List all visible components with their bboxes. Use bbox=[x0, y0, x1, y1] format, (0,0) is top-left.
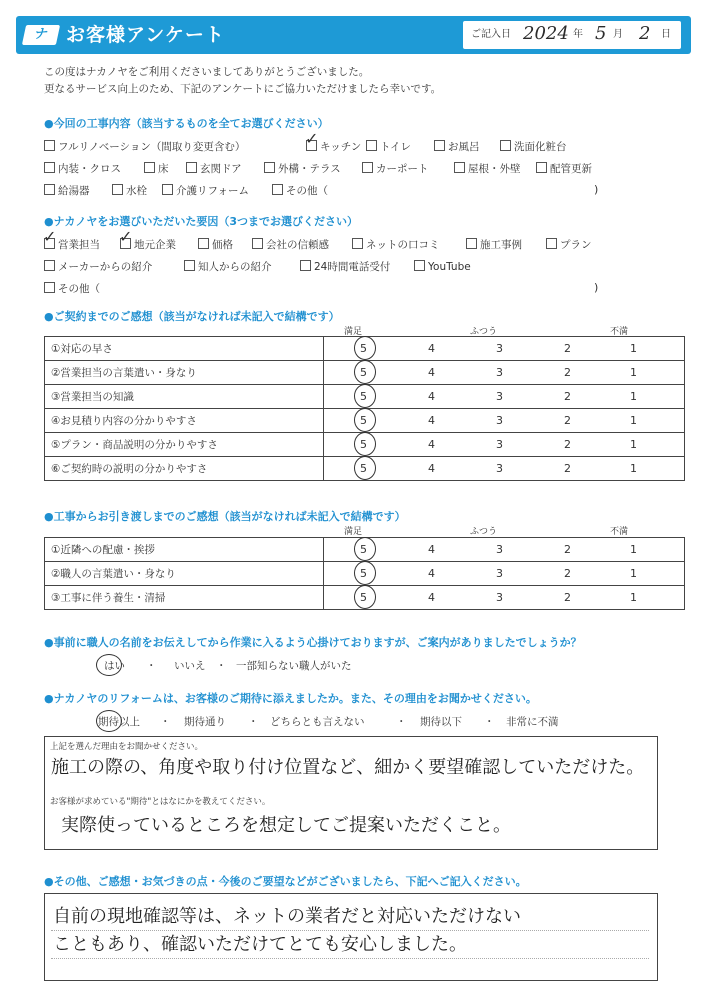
checkbox[interactable] bbox=[500, 140, 511, 151]
rating-option-3[interactable]: 3 bbox=[496, 438, 503, 451]
rating-option-1[interactable]: 1 bbox=[630, 462, 637, 475]
rating-row-label: ①対応の早さ bbox=[45, 337, 324, 361]
checkbox[interactable] bbox=[414, 260, 425, 271]
checkbox-checked[interactable] bbox=[305, 129, 319, 151]
rating-row bbox=[45, 385, 685, 409]
reason-answer[interactable]: 施工の際の、角度や取り付け位置など、細かく要望確認していただけた。 bbox=[51, 757, 645, 778]
checkbox[interactable] bbox=[362, 162, 373, 173]
q5-title: ●事前に職人の名前をお伝えしてから作業に入るよう心掛けておりますが、ご案内がありましたでしょうか？ bbox=[44, 636, 582, 649]
checkbox[interactable] bbox=[272, 184, 283, 195]
separator-dot: ・ bbox=[484, 716, 495, 728]
rating-values bbox=[324, 409, 685, 433]
checkbox[interactable] bbox=[186, 162, 197, 173]
rating-values bbox=[324, 433, 685, 457]
rating-option-2[interactable]: 2 bbox=[564, 342, 571, 355]
scale-high: 満足 bbox=[344, 327, 363, 337]
q1-option-vanity[interactable]: 洗面化粧台 bbox=[500, 140, 567, 154]
q7-answer-box[interactable] bbox=[44, 893, 658, 981]
q6-option-below[interactable]: 期待以下 bbox=[420, 716, 462, 728]
rating-row-label: ⑥ご契約時の説明の分かりやすさ bbox=[45, 457, 324, 481]
q1-option-care-reform[interactable]: 介護リフォーム bbox=[162, 184, 249, 198]
rating-option-1[interactable]: 1 bbox=[630, 438, 637, 451]
separator-dot: ・ bbox=[160, 716, 171, 728]
rating-row-label: ②営業担当の言葉遣い・身なり bbox=[45, 361, 324, 385]
header-bar bbox=[16, 16, 691, 54]
q1-option-kitchen[interactable]: ✓ キッチン bbox=[305, 129, 362, 153]
checkbox[interactable] bbox=[300, 260, 311, 271]
month-unit: 月 bbox=[613, 29, 623, 40]
checkbox[interactable] bbox=[184, 260, 195, 271]
separator-dot: ・ bbox=[146, 660, 157, 672]
rating-option-1[interactable]: 1 bbox=[630, 342, 637, 355]
checkbox[interactable] bbox=[434, 140, 445, 151]
q4-rating-table bbox=[44, 537, 685, 610]
check-mark-icon: ✓ bbox=[305, 129, 319, 148]
checkbox[interactable] bbox=[44, 282, 55, 293]
rating-option-3[interactable]: 3 bbox=[496, 414, 503, 427]
rating-option-1[interactable]: 1 bbox=[630, 414, 637, 427]
q2-option-other[interactable]: その他（ bbox=[44, 282, 100, 296]
rating-row bbox=[45, 562, 685, 586]
date-label: ご記入日 bbox=[471, 29, 511, 40]
q2-option-24h-phone[interactable]: 24時間電話受付 bbox=[300, 260, 390, 274]
rating-option-4[interactable]: 4 bbox=[428, 567, 435, 580]
expectation-label: お客様が求めている"期待"とはなにかを教えてください。 bbox=[50, 797, 271, 807]
selected-circle bbox=[96, 710, 122, 732]
q2-option-trust[interactable]: 会社の信頼感 bbox=[252, 238, 329, 252]
q1-option-exterior[interactable]: 外構・テラス bbox=[264, 162, 341, 176]
rating-option-3[interactable]: 3 bbox=[496, 462, 503, 475]
q1-option-entrance-door[interactable]: 玄関ドア bbox=[186, 162, 242, 176]
rating-option-4[interactable]: 4 bbox=[428, 342, 435, 355]
rating-values bbox=[324, 457, 685, 481]
date-day: 2 bbox=[639, 23, 651, 44]
date-month: 5 bbox=[595, 23, 607, 44]
q6-title: ●ナカノヤのリフォームは、お客様のご期待に添えましたか。また、その理由をお聞かせください。 bbox=[44, 692, 537, 705]
rating-option-1[interactable]: 1 bbox=[630, 591, 637, 604]
q1-option-faucet[interactable]: 水栓 bbox=[112, 184, 147, 198]
rating-row bbox=[45, 538, 685, 562]
rating-option-2[interactable]: 2 bbox=[564, 390, 571, 403]
checkbox[interactable] bbox=[198, 238, 209, 249]
rating-option-1[interactable]: 1 bbox=[630, 543, 637, 556]
q1-option-other[interactable]: その他（ bbox=[272, 184, 328, 198]
q2-title: ●ナカノヤをお選びいただいた要因（3つまでお選びください） bbox=[44, 215, 359, 228]
checkbox[interactable] bbox=[546, 238, 557, 249]
scale-low: 不満 bbox=[610, 527, 629, 537]
q2-option-maker-referral[interactable]: メーカーからの紹介 bbox=[44, 260, 152, 274]
checkbox[interactable] bbox=[44, 184, 55, 195]
checkbox-checked[interactable] bbox=[119, 227, 133, 249]
q1-option-full-renovation[interactable]: フルリノベーション（間取り変更含む） bbox=[44, 140, 245, 154]
rating-option-3[interactable]: 3 bbox=[496, 390, 503, 403]
rating-option-1[interactable]: 1 bbox=[630, 567, 637, 580]
rating-option-5[interactable]: 5 bbox=[360, 462, 367, 475]
scale-low: 不満 bbox=[610, 327, 629, 337]
rating-row bbox=[45, 433, 685, 457]
checkbox[interactable] bbox=[536, 162, 547, 173]
q3-rating-table bbox=[44, 336, 685, 481]
q2-option-case-studies[interactable]: 施工事例 bbox=[466, 238, 522, 252]
q6-option-exceeded[interactable]: 期待以上 bbox=[98, 716, 140, 728]
q1-option-interior[interactable]: 内装・クロス bbox=[44, 162, 121, 176]
rating-option-4[interactable]: 4 bbox=[428, 390, 435, 403]
rating-row bbox=[45, 457, 685, 481]
checkbox[interactable] bbox=[264, 162, 275, 173]
q4-title: ●工事からお引き渡しまでのご感想（該当がなければ未記入で結構です） bbox=[44, 510, 406, 523]
checkbox[interactable] bbox=[144, 162, 155, 173]
rating-option-1[interactable]: 1 bbox=[630, 390, 637, 403]
page-title: お客様アンケート bbox=[66, 24, 225, 46]
dotted-line bbox=[51, 958, 649, 959]
q6-option-as-expected[interactable]: 期待通り bbox=[184, 716, 226, 728]
rating-option-4[interactable]: 4 bbox=[428, 543, 435, 556]
separator-dot: ・ bbox=[248, 716, 259, 728]
year-unit: 年 bbox=[573, 29, 583, 40]
rating-row-label: ③営業担当の知識 bbox=[45, 385, 324, 409]
rating-row-label: ④お見積り内容の分かりやすさ bbox=[45, 409, 324, 433]
q1-option-roof[interactable]: 屋根・外壁 bbox=[454, 162, 521, 176]
rating-row bbox=[45, 586, 685, 610]
intro-line-2: 更なるサービス向上のため、下記のアンケートにご協力いただけましたら幸いです。 bbox=[44, 83, 442, 95]
separator-dot: ・ bbox=[216, 660, 227, 672]
rating-option-5[interactable]: 5 bbox=[360, 342, 367, 355]
rating-row-label: ⑤プラン・商品説明の分かりやすさ bbox=[45, 433, 324, 457]
checkbox[interactable] bbox=[44, 260, 55, 271]
q5-option-no[interactable]: いいえ bbox=[174, 660, 206, 672]
rating-option-4[interactable]: 4 bbox=[428, 366, 435, 379]
rating-row-label: ①近隣への配慮・挨拶 bbox=[45, 538, 324, 562]
intro-text bbox=[44, 64, 441, 98]
rating-option-2[interactable]: 2 bbox=[564, 414, 571, 427]
rating-option-4[interactable]: 4 bbox=[428, 438, 435, 451]
q1-title: ●今回の工事内容（該当するものを全てお選びください） bbox=[44, 117, 329, 130]
rating-option-2[interactable]: 2 bbox=[564, 543, 571, 556]
rating-option-4[interactable]: 4 bbox=[428, 462, 435, 475]
q2-other-close: ) bbox=[594, 281, 599, 294]
q1-option-toilet[interactable]: トイレ bbox=[366, 140, 411, 154]
checkbox[interactable] bbox=[252, 238, 263, 249]
rating-option-2[interactable]: 2 bbox=[564, 366, 571, 379]
selected-circle bbox=[96, 654, 122, 676]
q1-option-piping[interactable]: 配管更新 bbox=[536, 162, 592, 176]
scale-mid: ふつう bbox=[470, 327, 498, 337]
rating-option-5[interactable]: 5 bbox=[360, 438, 367, 451]
q1-other-close: ) bbox=[594, 183, 599, 196]
q1-option-water-heater[interactable]: 給湯器 bbox=[44, 184, 90, 198]
check-mark-icon: ✓ bbox=[119, 227, 133, 246]
q5-option-partial[interactable]: 一部知らない職人がいた bbox=[236, 660, 352, 672]
checkbox[interactable] bbox=[112, 184, 123, 195]
q3-title: ●ご契約までのご感想（該当がなければ未記入で結構です） bbox=[44, 310, 340, 323]
check-mark-icon: ✓ bbox=[43, 227, 57, 246]
rating-option-5[interactable]: 5 bbox=[360, 567, 367, 580]
q2-option-net-reviews[interactable]: ネットの口コミ bbox=[352, 238, 440, 252]
rating-option-3[interactable]: 3 bbox=[496, 567, 503, 580]
rating-values bbox=[324, 586, 685, 610]
intro-line-1: この度はナカノヤをご利用くださいましてありがとうございました。 bbox=[44, 66, 370, 78]
q2-option-local-company[interactable]: ✓ 地元企業 bbox=[119, 227, 176, 251]
scale-mid: ふつう bbox=[470, 527, 498, 537]
q1-option-carport[interactable]: カーポート bbox=[362, 162, 429, 176]
rating-option-5[interactable]: 5 bbox=[360, 543, 367, 556]
rating-option-5[interactable]: 5 bbox=[360, 366, 367, 379]
q2-option-plan[interactable]: プラン bbox=[546, 238, 592, 252]
q7-answer-line-2[interactable]: こともあり、確認いただけてとても安心しました。 bbox=[53, 934, 467, 955]
date-year: 2024 bbox=[523, 23, 569, 44]
rating-option-4[interactable]: 4 bbox=[428, 414, 435, 427]
rating-option-1[interactable]: 1 bbox=[630, 366, 637, 379]
rating-option-5[interactable]: 5 bbox=[360, 390, 367, 403]
rating-option-3[interactable]: 3 bbox=[496, 366, 503, 379]
rating-option-2[interactable]: 2 bbox=[564, 462, 571, 475]
day-unit: 日 bbox=[661, 29, 671, 40]
reason-label: 上記を選んだ理由をお聞かせください。 bbox=[50, 742, 204, 752]
scale-high: 満足 bbox=[344, 527, 363, 537]
rating-option-3[interactable]: 3 bbox=[496, 591, 503, 604]
rating-row-label: ③工事に伴う養生・清掃 bbox=[45, 586, 324, 610]
q1-option-floor[interactable]: 床 bbox=[144, 162, 169, 176]
q1-option-bath[interactable]: お風呂 bbox=[434, 140, 480, 154]
checkbox[interactable] bbox=[366, 140, 377, 151]
rating-row bbox=[45, 409, 685, 433]
separator-dot: ・ bbox=[396, 716, 407, 728]
rating-values bbox=[324, 361, 685, 385]
date-field[interactable] bbox=[463, 21, 681, 49]
checkbox[interactable] bbox=[454, 162, 465, 173]
q6-answer-box[interactable] bbox=[44, 736, 658, 850]
q2-option-friend-referral[interactable]: 知人からの紹介 bbox=[184, 260, 272, 274]
rating-row bbox=[45, 361, 685, 385]
checkbox[interactable] bbox=[162, 184, 173, 195]
rating-option-3[interactable]: 3 bbox=[496, 342, 503, 355]
rating-values bbox=[324, 562, 685, 586]
rating-option-3[interactable]: 3 bbox=[496, 543, 503, 556]
q6-option-neutral[interactable]: どちらとも言えない bbox=[270, 716, 365, 728]
q7-answer-line-1[interactable]: 自前の現地確認等は、ネットの業者だと対応いただけない bbox=[53, 906, 521, 927]
rating-option-5[interactable]: 5 bbox=[360, 414, 367, 427]
checkbox[interactable] bbox=[44, 140, 55, 151]
rating-option-2[interactable]: 2 bbox=[564, 567, 571, 580]
rating-values bbox=[324, 538, 685, 562]
q2-option-sales-rep[interactable]: ✓ 営業担当 bbox=[43, 227, 100, 251]
rating-values bbox=[324, 385, 685, 409]
q2-option-youtube[interactable]: YouTube bbox=[414, 260, 471, 274]
q7-title: ●その他、ご感想・お気づきの点・今後のご要望などがございましたら、下記へご記入ください。 bbox=[44, 875, 527, 888]
checkbox[interactable] bbox=[466, 238, 477, 249]
q6-option-very-dissatisfied[interactable]: 非常に不満 bbox=[506, 716, 559, 728]
rating-option-5[interactable]: 5 bbox=[360, 591, 367, 604]
checkbox[interactable] bbox=[44, 162, 55, 173]
q5-option-yes[interactable]: はい bbox=[104, 660, 125, 672]
rating-values bbox=[324, 337, 685, 361]
rating-option-4[interactable]: 4 bbox=[428, 591, 435, 604]
checkbox[interactable] bbox=[352, 238, 363, 249]
expectation-answer[interactable]: 実際使っているところを想定してご提案いただくこと。 bbox=[61, 815, 511, 836]
rating-row bbox=[45, 337, 685, 361]
rating-option-2[interactable]: 2 bbox=[564, 591, 571, 604]
rating-row-label: ②職人の言葉遣い・身なり bbox=[45, 562, 324, 586]
checkbox-checked[interactable] bbox=[43, 227, 57, 249]
company-logo: ナ bbox=[22, 25, 60, 45]
q2-option-price[interactable]: 価格 bbox=[198, 238, 233, 252]
rating-option-2[interactable]: 2 bbox=[564, 438, 571, 451]
